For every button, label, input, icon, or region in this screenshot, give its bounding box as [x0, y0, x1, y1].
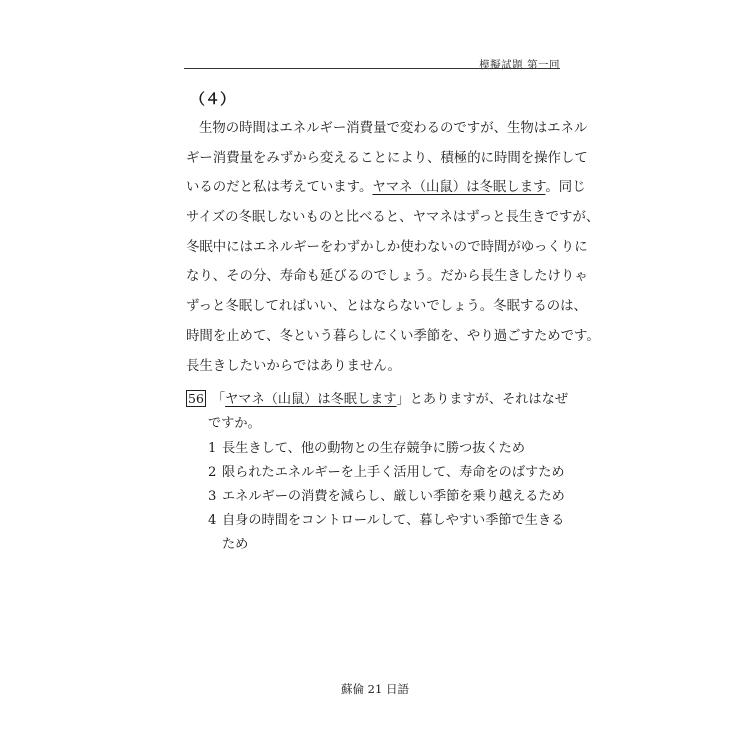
question-underlined-phrase: ヤマネ（山鼠）は冬眠します: [225, 392, 397, 407]
passage-line: サイズの冬眠しないものと比べると、ヤマネはずっと長生きですが、: [186, 210, 600, 226]
answer-option-4-continued: ため: [222, 537, 249, 552]
passage-line: 生物の時間はエネルギー消費量で変わるのですが、生物はエネル: [199, 121, 588, 136]
passage-line: 時間を止めて、冬という暮らしにくい季節を、やり過ごすためです。: [186, 328, 600, 344]
passage-line: なり、その分、寿命も延びるのでしょう。だから長生きしたけりゃ: [186, 269, 588, 285]
underlined-phrase: ヤマネ（山鼠）は冬眠します: [372, 180, 546, 196]
passage-line: いるのだと私は考えています。ヤマネ（山鼠）は冬眠します。同じ: [186, 180, 586, 196]
passage-line: 冬眠中にはエネルギーをわずかしか使わないので時間がゆっくりに: [186, 239, 588, 255]
passage-line: ずっと冬眠してればいい、とはならないでしょう。冬眠するのは、: [186, 299, 587, 315]
passage-line: ギー消費量をみずから変えることにより、積極的に時間を操作して: [186, 150, 588, 166]
header-divider: [184, 68, 560, 69]
question-number-box: 56: [188, 391, 204, 406]
question-stem: 56 「ヤマネ（山鼠）は冬眠します」とありますが、それはなぜ ですか。: [188, 391, 568, 431]
section-label: （４）: [190, 90, 236, 108]
page-footer: 蘇倫 21 日語: [341, 682, 409, 696]
answer-option-2[interactable]: 2 限られたエネルギーを上手く活用して、寿命をのばすため: [208, 465, 565, 480]
answer-option-3[interactable]: 3 エネルギーの消費を減らし、厳しい季節を乗り越えるため: [208, 489, 565, 504]
answer-options: [186, 437, 565, 557]
passage-line: 長生きしたいからではありません。: [186, 358, 401, 374]
header-title: 模擬試題 第一回: [479, 59, 560, 71]
question-56: [186, 388, 568, 557]
answer-option-1[interactable]: 1 長生きして、他の動物との生存競争に勝つ抜くため: [208, 441, 526, 456]
reading-passage: [186, 114, 600, 381]
answer-option-4[interactable]: 4 自身の時間をコントロールして、暮しやすい季節で生きる: [208, 513, 565, 528]
